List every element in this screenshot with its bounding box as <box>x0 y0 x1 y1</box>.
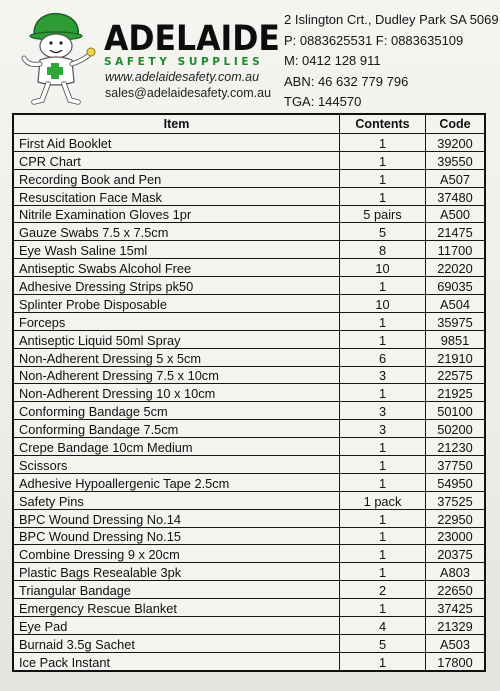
company-logo <box>104 19 280 68</box>
table-row <box>14 527 484 545</box>
company-website[interactable]: www.adelaidesafety.com.au <box>105 70 260 84</box>
table-row <box>14 580 484 598</box>
item-cell: Non-Adherent Dressing 5 x 5cm <box>14 349 340 366</box>
table-row <box>14 276 484 294</box>
contact-abn: ABN: 46 632 779 796 <box>284 73 409 89</box>
table-row <box>14 616 484 634</box>
table-row <box>14 634 484 652</box>
contents-cell: 5 <box>340 635 426 652</box>
table-row <box>14 312 484 330</box>
item-cell: Antiseptic Liquid 50ml Spray <box>14 331 340 348</box>
table-row <box>14 187 484 205</box>
item-cell: BPC Wound Dressing No.15 <box>14 528 340 545</box>
table-row <box>14 652 484 670</box>
code-cell: 37425 <box>437 601 473 617</box>
contents-cell: 1 <box>340 331 426 348</box>
code-cell: 22950 <box>437 511 473 527</box>
contents-cell: 10 <box>340 259 426 276</box>
header-contents: Contents <box>340 115 426 133</box>
item-cell: First Aid Booklet <box>14 134 340 151</box>
table-row <box>14 598 484 616</box>
item-cell: Non-Adherent Dressing 7.5 x 10cm <box>14 367 340 384</box>
item-cell: Crepe Bandage 10cm Medium <box>14 438 340 455</box>
table-body <box>14 133 484 670</box>
contents-cell: 1 <box>340 456 426 473</box>
item-cell: Eye Wash Saline 15ml <box>14 241 340 258</box>
contents-cell: 1 <box>340 313 426 330</box>
table-row <box>14 455 484 473</box>
table-header-row <box>14 115 484 133</box>
item-cell: Combine Dressing 9 x 20cm <box>14 545 340 562</box>
code-cell: 11700 <box>437 243 473 259</box>
contents-cell: 6 <box>340 349 426 366</box>
header-item: Item <box>14 115 340 133</box>
code-cell: 21230 <box>437 440 473 456</box>
contents-cell: 1 pack <box>340 492 426 509</box>
code-cell: 39550 <box>437 153 473 169</box>
table-row <box>14 258 484 276</box>
code-cell: 21925 <box>437 386 473 402</box>
code-cell: A500 <box>440 207 470 223</box>
contents-cell: 3 <box>340 367 426 384</box>
item-cell: Burnaid 3.5g Sachet <box>14 635 340 652</box>
item-cell: Eye Pad <box>14 617 340 634</box>
contents-cell: 1 <box>340 188 426 205</box>
contents-cell: 1 <box>340 653 426 670</box>
table-row <box>14 491 484 509</box>
table-row <box>14 473 484 491</box>
contact-phone-fax: P: 0883625531 F: 0883635109 <box>284 32 464 48</box>
item-cell: BPC Wound Dressing No.14 <box>14 510 340 527</box>
code-cell: 22575 <box>437 368 473 384</box>
item-cell: Conforming Bandage 5cm <box>14 402 340 419</box>
item-cell: Adhesive Dressing Strips pk50 <box>14 277 340 294</box>
code-cell: A803 <box>440 565 470 581</box>
contents-cell: 1 <box>340 599 426 616</box>
table-row <box>14 348 484 366</box>
contents-cell: 1 <box>340 563 426 580</box>
table-row <box>14 240 484 258</box>
item-cell: Triangular Bandage <box>14 581 340 598</box>
code-cell: 23000 <box>437 529 473 545</box>
item-cell: Adhesive Hypoallergenic Tape 2.5cm <box>14 474 340 491</box>
table-row <box>14 401 484 419</box>
code-cell: A503 <box>440 636 470 652</box>
item-cell: Gauze Swabs 7.5 x 7.5cm <box>14 223 340 240</box>
company-email[interactable]: sales@adelaidesafety.com.au <box>105 86 272 100</box>
code-cell: 22650 <box>437 583 473 599</box>
table-row <box>14 205 484 223</box>
table-row <box>14 509 484 527</box>
contents-cell: 3 <box>340 420 426 437</box>
contents-cell: 1 <box>340 545 426 562</box>
item-cell: Splinter Probe Disposable <box>14 295 340 312</box>
item-cell: Plastic Bags Resealable 3pk <box>14 563 340 580</box>
item-cell: Nitrile Examination Gloves 1pr <box>14 206 340 223</box>
contents-cell: 1 <box>340 384 426 401</box>
table-row <box>14 330 484 348</box>
code-cell: A507 <box>440 171 470 187</box>
code-cell: 54950 <box>437 475 473 491</box>
table-row <box>14 366 484 384</box>
code-cell: A504 <box>440 296 470 312</box>
contents-cell: 10 <box>340 295 426 312</box>
table-row <box>14 544 484 562</box>
contents-cell: 1 <box>340 474 426 491</box>
code-cell: 37480 <box>437 189 473 205</box>
contents-cell: 1 <box>340 438 426 455</box>
table-row <box>14 151 484 169</box>
table-row <box>14 169 484 187</box>
code-cell: 50100 <box>437 404 473 420</box>
contents-cell: 5 <box>340 223 426 240</box>
code-cell: 37750 <box>437 457 473 473</box>
contents-cell: 3 <box>340 402 426 419</box>
item-cell: CPR Chart <box>14 152 340 169</box>
table-row <box>14 133 484 151</box>
code-cell: 22020 <box>437 261 473 277</box>
item-cell: Conforming Bandage 7.5cm <box>14 420 340 437</box>
item-cell: Forceps <box>14 313 340 330</box>
table-row <box>14 222 484 240</box>
code-cell: 69035 <box>437 279 473 295</box>
code-cell: 9851 <box>440 332 470 348</box>
contact-address: 2 Islington Crt., Dudley Park SA 5069 <box>284 12 499 27</box>
contents-cell: 1 <box>340 170 426 187</box>
code-cell: 20375 <box>437 547 473 563</box>
code-cell: 39200 <box>437 135 473 151</box>
header-code: Code <box>439 117 471 131</box>
code-cell: 21475 <box>437 225 473 241</box>
first-aid-mascot-icon <box>14 8 98 108</box>
contents-cell: 1 <box>340 277 426 294</box>
contents-cell: 4 <box>340 617 426 634</box>
company-tagline: SAFETY SUPPLIES <box>104 56 264 68</box>
code-cell: 17800 <box>437 654 473 670</box>
contents-cell: 1 <box>340 528 426 545</box>
code-cell: 35975 <box>437 314 473 330</box>
table-row <box>14 562 484 580</box>
contact-mobile: M: 0412 128 911 <box>284 53 381 69</box>
table-row <box>14 419 484 437</box>
item-cell: Non-Adherent Dressing 10 x 10cm <box>14 384 340 401</box>
table-row <box>14 437 484 455</box>
item-cell: Emergency Rescue Blanket <box>14 599 340 616</box>
item-cell: Recording Book and Pen <box>14 170 340 187</box>
contents-table <box>12 113 486 672</box>
code-cell: 21329 <box>437 618 473 634</box>
contents-cell: 2 <box>340 581 426 598</box>
contents-cell: 1 <box>340 510 426 527</box>
item-cell: Ice Pack Instant <box>14 653 340 670</box>
contents-cell: 5 pairs <box>340 206 426 223</box>
item-cell: Safety Pins <box>14 492 340 509</box>
contents-cell: 1 <box>340 152 426 169</box>
company-name: ADELAIDE <box>104 19 280 59</box>
table-row <box>14 294 484 312</box>
code-cell: 37525 <box>437 493 473 509</box>
item-cell: Antiseptic Swabs Alcohol Free <box>14 259 340 276</box>
code-cell: 21910 <box>437 350 473 366</box>
contact-block <box>284 10 499 113</box>
item-cell: Scissors <box>14 456 340 473</box>
code-cell: 50200 <box>437 422 473 438</box>
contents-cell: 1 <box>340 134 426 151</box>
contact-tga: TGA: 144570 <box>284 94 362 110</box>
contents-cell: 8 <box>340 241 426 258</box>
item-cell: Resuscitation Face Mask <box>14 188 340 205</box>
table-row <box>14 383 484 401</box>
